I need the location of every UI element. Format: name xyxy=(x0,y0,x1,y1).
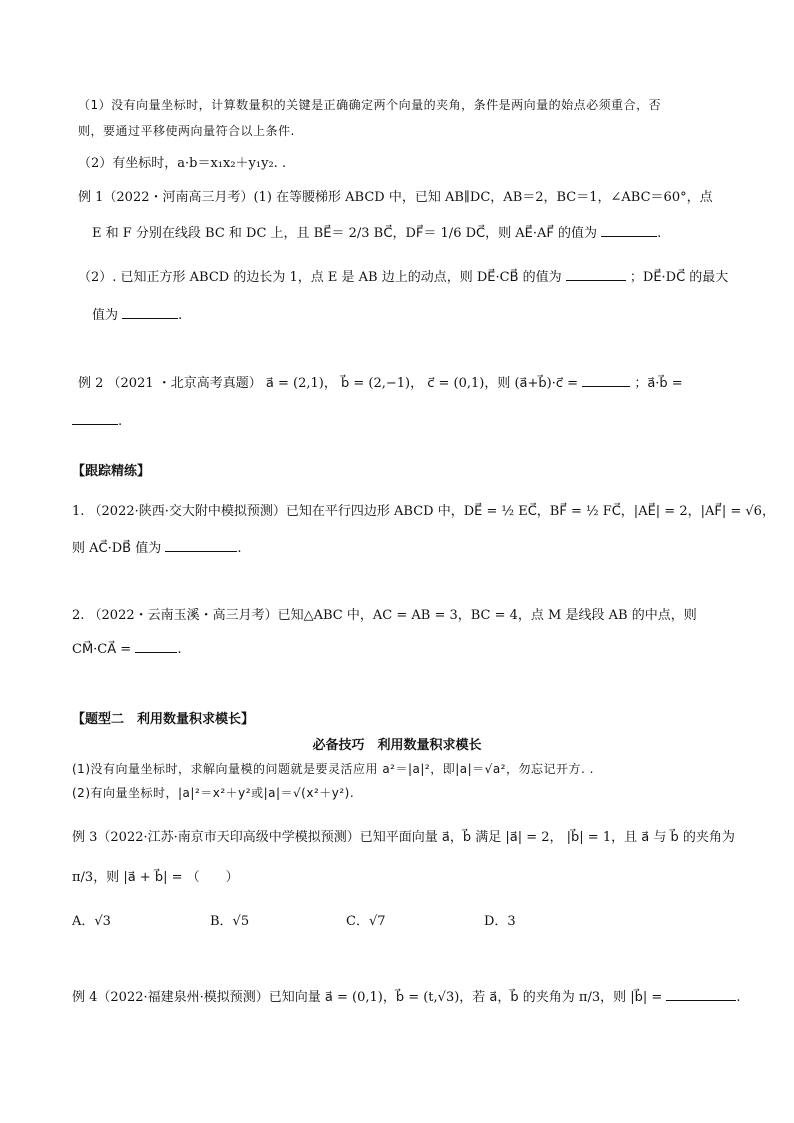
example-1-line-4: 值为 . xyxy=(92,308,183,323)
tip-line-2: (2)有向量坐标时，|a|²＝x²＋y²或|a|＝√(x²＋y²). xyxy=(72,786,355,800)
example-2-line-1 xyxy=(78,372,683,391)
answer-blank[interactable] xyxy=(135,640,177,653)
example-4-line-1: 例 4（2022·福建泉州·模拟预测）已知向量 a⃗ = (0,1)，b⃗ = (t,√3)，若 a⃗，b⃗ 的夹角为 π/3，则 |b⃗| = . xyxy=(72,990,741,1005)
choice-a[interactable]: A．√3 xyxy=(72,914,111,929)
practice-1-line-2-text: 则 AC⃗·DB⃗ 值为 xyxy=(72,541,162,556)
example-1-line-3b-text: ；DE⃗·DC⃗ 的最大 xyxy=(629,270,729,285)
practice-1-line-1: 1. （2022·陕西·交大附中模拟预测）已知在平行四边形 ABCD 中，DE⃗ = ½ EC⃗，BF⃗ = ½ FC⃗，|AE⃗| = 2，|AF⃗| = √6， xyxy=(72,504,775,519)
example-1-line-2: E 和 F 分别在线段 BC 和 DC 上，且 BE⃗＝ 2/3 BC⃗，DF⃗＝ 1/6 DC⃗，则 AE⃗·AF⃗ 的值为 . xyxy=(92,226,662,241)
practice-2-line-2-text: CM⃗·CA⃗ = xyxy=(72,642,132,657)
example-3-line-1: 例 3（2022·江苏·南京市天印高级中学模拟预测）已知平面向量 a⃗，b⃗ 满足 |a⃗| = 2， |b⃗| = 1，且 a⃗ 与 b⃗ 的夹角为 xyxy=(72,830,735,845)
example-2-line-1b-text: ；a⃗·b⃗ = xyxy=(634,376,683,391)
choice-d[interactable]: D．3 xyxy=(484,914,516,929)
choice-b[interactable]: B．√5 xyxy=(210,914,250,929)
answer-blank[interactable] xyxy=(72,412,118,425)
example-3-line-2: π/3，则 |a⃗ + b⃗| = （ ） xyxy=(72,870,239,885)
choice-c[interactable]: C．√7 xyxy=(346,914,386,929)
example-1-line-3 xyxy=(78,266,728,285)
intro-note-1a: （1）没有向量坐标时，计算数量积的关键是正确确定两个向量的夹角，条件是两向量的始点必须重合，否 xyxy=(78,98,662,112)
example-1-line-4-text: 值为 xyxy=(92,308,119,323)
answer-blank[interactable] xyxy=(165,539,237,552)
practice-2-line-2: CM⃗·CA⃗ = . xyxy=(72,642,182,657)
intro-note-2: （2）有坐标时，a·b＝x₁x₂＋y₁y₂. . xyxy=(78,156,287,171)
example-2-line-2: . xyxy=(72,412,122,429)
practice-1-line-2: 则 AC⃗·DB⃗ 值为 . xyxy=(72,541,242,556)
example-1-line-2-text: E 和 F 分别在线段 BC 和 DC 上，且 BE⃗＝ 2/3 BC⃗，DF⃗＝ 1/6 DC⃗，则 AE⃗·AF⃗ 的值为 xyxy=(92,226,597,241)
answer-blank[interactable] xyxy=(601,224,657,237)
answer-blank[interactable] xyxy=(566,268,626,281)
answer-blank[interactable] xyxy=(582,374,630,387)
practice-2-line-1: 2. （2022・云南玉溪・高三月考）已知△ABC 中，AC = AB = 3，BC = 4，点 M 是线段 AB 的中点，则 xyxy=(72,608,697,623)
example-1-line-1: 例 1（2022・河南高三月考）(1) 在等腰梯形 ABCD 中，已知 AB∥DC，AB＝2，BC＝1，∠ABC＝60°，点 xyxy=(78,190,713,205)
answer-blank[interactable] xyxy=(666,988,736,1001)
example-1-line-3-text: （2）. 已知正方形 ABCD 的边长为 1，点 E 是 AB 边上的动点，则 DE⃗·CB⃗ 的值为 xyxy=(78,270,562,285)
section-heading-topic-2: 【题型二 利用数量积求模长】 xyxy=(72,712,255,727)
tip-line-1: (1)没有向量坐标时，求解向量模的问题就是要灵活应用 a²＝|a|²，即|a|＝√a²，勿忘记开方. . xyxy=(72,762,594,776)
section-heading-tracking: 【跟踪精练】 xyxy=(72,464,151,479)
tip-subtitle: 必备技巧 利用数量积求模长 xyxy=(312,738,482,753)
intro-note-1b: 则，要通过平移使两向量符合以上条件. xyxy=(78,124,295,138)
answer-blank[interactable] xyxy=(122,306,178,319)
example-2-line-1-text: 例 2 （2021 ・北京高考真题） a⃗ = (2,1)， b⃗ = (2,−1)， c⃗ = (0,1)，则 (a⃗+b⃗)·c⃗ = xyxy=(78,376,579,391)
example-4-line-1-text: 例 4（2022·福建泉州·模拟预测）已知向量 a⃗ = (0,1)，b⃗ = (t,√3)，若 a⃗，b⃗ 的夹角为 π/3，则 |b⃗| = xyxy=(72,990,663,1005)
